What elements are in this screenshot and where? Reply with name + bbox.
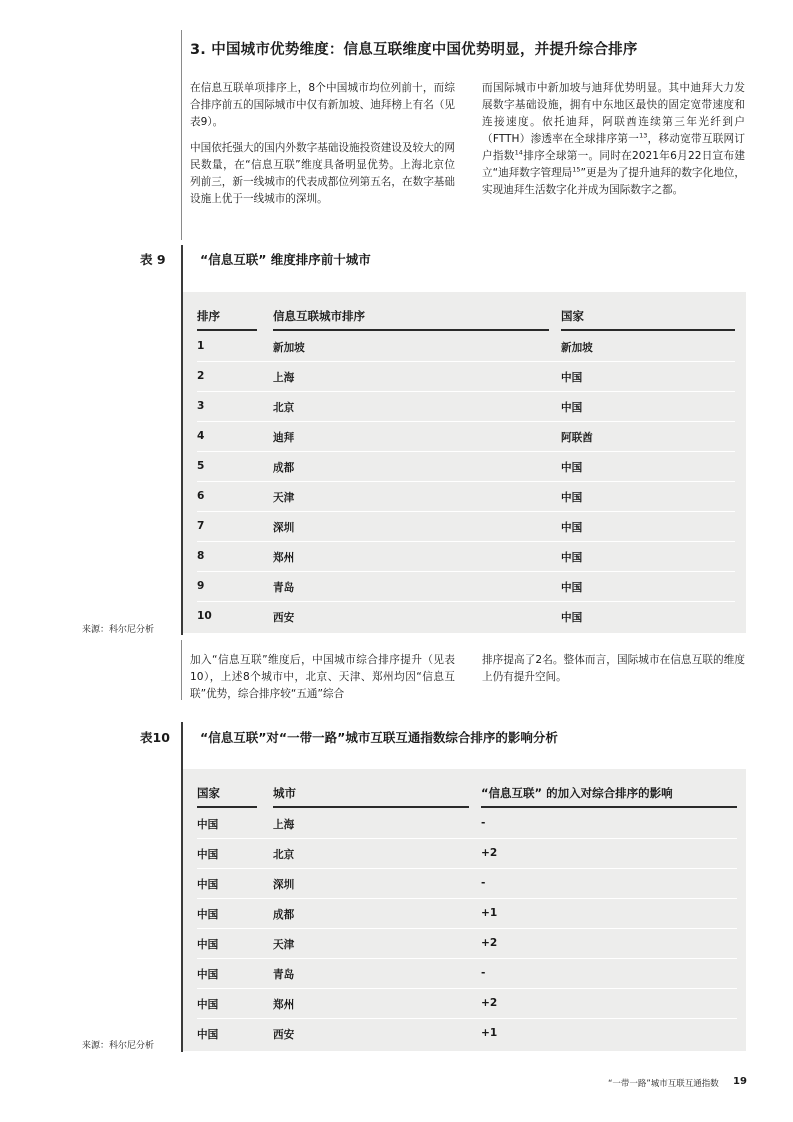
- section-heading: 3. 中国城市优势维度：信息互联维度中国优势明显，并提升综合排序: [190, 42, 638, 58]
- middle-right-paragraph: 排序提高了2名。整体而言，国际城市在信息互联的维度上仍有提升空间。: [482, 654, 745, 683]
- table-cell: -: [481, 877, 486, 889]
- table-cell: 中国: [197, 909, 219, 921]
- table-cell: 中国: [197, 879, 219, 891]
- table-cell: 中国: [197, 969, 219, 981]
- table-cell: 青岛: [273, 582, 295, 594]
- table-cell: 郑州: [273, 552, 295, 564]
- table-cell: 中国: [561, 582, 583, 594]
- table-cell: 中国: [197, 939, 219, 951]
- margin-rule-top: [181, 30, 182, 240]
- table-cell: 8: [197, 550, 205, 562]
- intro-left-paragraph-2: 中国依托强大的国内外数字基础设施投资建设及较大的网民数量，在“信息互联”维度具备明显优势。上海北京位列前三，新一线城市的代表成都位列第五名，在数字基础设施上优于一线城市的深圳。: [190, 142, 455, 205]
- table-row-separator: [197, 421, 735, 422]
- table-row-separator: [197, 928, 737, 929]
- table-cell: 中国: [561, 462, 583, 474]
- table9-panel: [183, 292, 746, 633]
- table10-panel: [183, 769, 746, 1051]
- table10-header-city: 城市: [273, 786, 296, 800]
- table-cell: 天津: [273, 492, 295, 504]
- table-cell: 上海: [273, 819, 295, 831]
- table-cell: 7: [197, 520, 205, 532]
- table10-source: 来源：科尔尼分析: [82, 1041, 155, 1051]
- table-cell: -: [481, 967, 486, 979]
- table-cell: 6: [197, 490, 205, 502]
- table-cell: 中国: [561, 522, 583, 534]
- table-cell: 成都: [273, 909, 295, 921]
- table-row-separator: [197, 958, 737, 959]
- table-cell: 中国: [197, 1029, 219, 1041]
- table-row-separator: [197, 988, 737, 989]
- table-cell: 上海: [273, 372, 295, 384]
- table-cell: 郑州: [273, 999, 295, 1011]
- table-cell: 北京: [273, 849, 295, 861]
- table-row-separator: [197, 1018, 737, 1019]
- table9-header-rank: 排序: [197, 309, 220, 323]
- middle-left-paragraph: 加入“信息互联”维度后，中国城市综合排序提升（见表10），上述8个城市中，北京、天津、郑州均因“信息互联”优势，综合排序较“五通”综合: [190, 654, 455, 700]
- table-cell: 中国: [561, 372, 583, 384]
- table-cell: 5: [197, 460, 205, 472]
- table-cell: +1: [481, 1027, 498, 1039]
- table-cell: 成都: [273, 462, 295, 474]
- table-row-separator: [197, 511, 735, 512]
- table9-header-country: 国家: [561, 309, 584, 323]
- table9-header-rule-1: [197, 329, 257, 331]
- table-row-separator: [197, 451, 735, 452]
- table10-header-impact: “信息互联” 的加入对综合排序的影响: [481, 786, 673, 800]
- table-cell: 天津: [273, 939, 295, 951]
- table-row-separator: [197, 571, 735, 572]
- table10-header-rule-1: [197, 806, 257, 808]
- table9-header-city: 信息互联城市排序: [273, 309, 365, 323]
- table9-label: 表 9: [140, 252, 166, 267]
- table-cell: 中国: [561, 492, 583, 504]
- table-cell: 新加坡: [561, 342, 593, 354]
- table-cell: 10: [197, 610, 212, 622]
- table9-title: “信息互联” 维度排序前十城市: [200, 252, 371, 267]
- table-cell: 西安: [273, 1029, 295, 1041]
- table-row-separator: [197, 868, 737, 869]
- table-cell: 西安: [273, 612, 295, 624]
- table-cell: +2: [481, 997, 498, 1009]
- footnote-ref-15: 15: [572, 165, 581, 174]
- intro-left-paragraph-1: 在信息互联单项排序上，8个中国城市均位列前十，而综合排序前五的国际城市中仅有新加坡、迪拜榜上有名（见表9）。: [190, 82, 455, 128]
- table-row-separator: [197, 541, 735, 542]
- table-cell: 2: [197, 370, 205, 382]
- table-cell: 青岛: [273, 969, 295, 981]
- footnote-ref-14: 14: [514, 148, 523, 157]
- table-cell: -: [481, 817, 486, 829]
- intro-right-paragraph: 而国际城市中新加坡与迪拜优势明显。其中迪拜大力发展数字基础设施，拥有中东地区最快的固定宽带速度和连接速度。依托迪拜，阿联酋连续第三年光纤到户（FTTH）渗透率在全球排序第一$^{13}$，移动宽带互联网订户指数$^{14}$排序全球第一。同时在2021年6月22日宣布建立“迪拜数字管理局$^{15}$”更是为了提升迪拜的数字化地位，实现迪拜生活数字化并成为国际数字之都。: [482, 82, 745, 196]
- table-cell: +2: [481, 847, 498, 859]
- table-cell: +1: [481, 907, 498, 919]
- table-row-separator: [197, 361, 735, 362]
- table9-header-rule-2: [273, 329, 549, 331]
- table-cell: 迪拜: [273, 432, 295, 444]
- table9-source: 来源：科尔尼分析: [82, 625, 155, 635]
- table-cell: 中国: [197, 999, 219, 1011]
- page-number: 19: [733, 1076, 747, 1087]
- table10-header-rule-2: [273, 806, 469, 808]
- table-cell: 3: [197, 400, 205, 412]
- table-cell: 中国: [197, 849, 219, 861]
- table-cell: 深圳: [273, 522, 295, 534]
- table9-header-rule-3: [561, 329, 735, 331]
- table-cell: 中国: [561, 402, 583, 414]
- table10-title: “信息互联”对“一带一路”城市互联互通指数综合排序的影响分析: [200, 730, 558, 745]
- table-row-separator: [197, 898, 737, 899]
- table10-header-rule-3: [481, 806, 737, 808]
- margin-rule-middle: [181, 640, 182, 700]
- table-row-separator: [197, 391, 735, 392]
- table-cell: 1: [197, 340, 205, 352]
- table-cell: 中国: [197, 819, 219, 831]
- table-cell: 北京: [273, 402, 295, 414]
- table-cell: 9: [197, 580, 205, 592]
- table-cell: 阿联酋: [561, 432, 593, 444]
- table-cell: 深圳: [273, 879, 295, 891]
- table-cell: 中国: [561, 612, 583, 624]
- table10-header-country: 国家: [197, 786, 220, 800]
- footer-title: “一带一路”城市互联互通指数: [608, 1079, 719, 1089]
- table-cell: 中国: [561, 552, 583, 564]
- table-cell: 4: [197, 430, 205, 442]
- table-cell: 新加坡: [273, 342, 305, 354]
- table-row-separator: [197, 601, 735, 602]
- footnote-ref-13: 13: [639, 131, 648, 140]
- table10-label: 表10: [140, 730, 170, 745]
- table-cell: +2: [481, 937, 498, 949]
- table-row-separator: [197, 838, 737, 839]
- table-row-separator: [197, 481, 735, 482]
